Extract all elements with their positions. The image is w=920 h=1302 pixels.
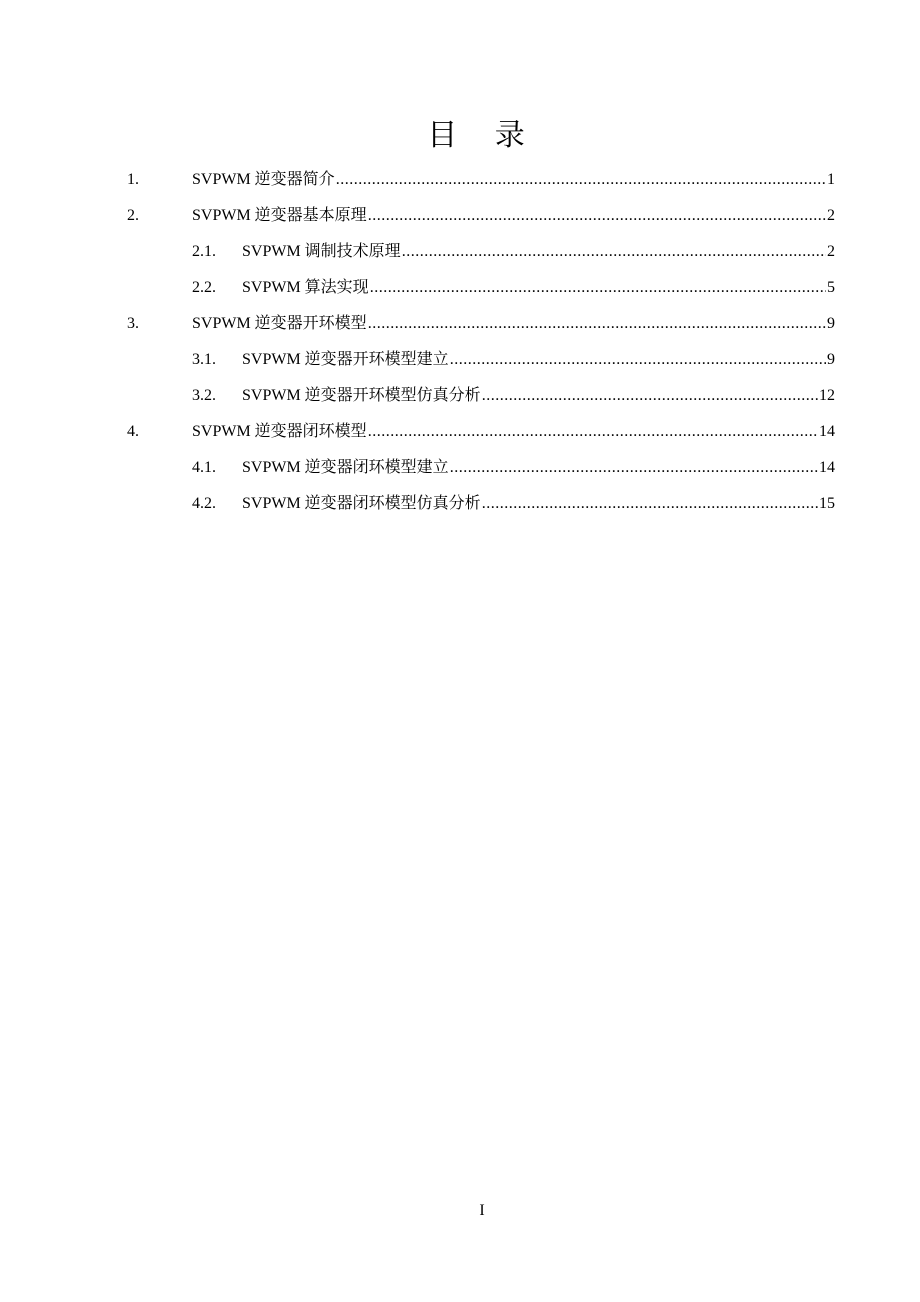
toc-entry-page: 1 — [827, 171, 835, 188]
toc-entry-page: 5 — [827, 279, 835, 296]
toc-entry-number: 4.1. — [192, 459, 216, 476]
toc-dot-leader — [450, 349, 826, 371]
toc-entry[interactable] — [192, 234, 835, 270]
toc-title: 目 录 — [427, 118, 539, 153]
toc-entry[interactable] — [192, 378, 835, 414]
toc-entry-title: SVPWM 逆变器闭环模型建立 — [242, 459, 449, 476]
toc-dot-leader — [368, 205, 826, 227]
toc-entry-title: SVPWM 逆变器开环模型仿真分析 — [242, 387, 481, 404]
toc-entry[interactable] — [127, 198, 835, 234]
page-number: I — [479, 1202, 485, 1219]
toc-entry[interactable] — [192, 450, 835, 486]
toc-entry-page: 2 — [827, 243, 835, 260]
toc-entry-page: 2 — [827, 207, 835, 224]
toc-entry[interactable] — [127, 414, 835, 450]
toc-entry-title: SVPWM 逆变器开环模型建立 — [242, 351, 449, 368]
toc-entry-title: SVPWM 调制技术原理 — [242, 243, 401, 260]
toc-entry-number: 4.2. — [192, 495, 216, 512]
toc-entry-number: 2.2. — [192, 279, 216, 296]
toc-entry-title: SVPWM 逆变器基本原理 — [192, 207, 367, 224]
toc-entry[interactable] — [127, 162, 835, 198]
toc-entry-page: 14 — [819, 423, 835, 440]
toc-entry-title: SVPWM 算法实现 — [242, 279, 369, 296]
toc-entry[interactable] — [192, 486, 835, 522]
toc-entry-title: SVPWM 逆变器开环模型 — [192, 315, 367, 332]
toc-entry-number: 3.1. — [192, 351, 216, 368]
toc-entry[interactable] — [192, 270, 835, 306]
toc-entry-number: 1. — [127, 171, 139, 188]
toc-entry-page: 14 — [819, 459, 835, 476]
toc-entry-number: 4. — [127, 423, 139, 440]
toc-dot-leader — [368, 421, 818, 443]
toc-dot-leader — [370, 277, 826, 299]
toc-dot-leader — [368, 313, 826, 335]
toc-dot-leader — [482, 493, 818, 515]
toc-entry-number: 2.1. — [192, 243, 216, 260]
toc-entry-number: 3. — [127, 315, 139, 332]
toc-dot-leader — [450, 457, 818, 479]
toc-entry-page: 9 — [827, 315, 835, 332]
toc-entry[interactable] — [192, 342, 835, 378]
toc-entry-page: 12 — [819, 387, 835, 404]
toc-entry-title: SVPWM 逆变器简介 — [192, 171, 335, 188]
toc-entry[interactable] — [127, 306, 835, 342]
toc-entry-number: 3.2. — [192, 387, 216, 404]
toc-entry-page: 15 — [819, 495, 835, 512]
toc-entry-title: SVPWM 逆变器闭环模型仿真分析 — [242, 495, 481, 512]
toc-dot-leader — [482, 385, 818, 407]
toc-entry-number: 2. — [127, 207, 139, 224]
toc-entry-title: SVPWM 逆变器闭环模型 — [192, 423, 367, 440]
toc-dot-leader — [336, 169, 826, 191]
toc-entry-page: 9 — [827, 351, 835, 368]
toc-dot-leader — [402, 241, 826, 263]
